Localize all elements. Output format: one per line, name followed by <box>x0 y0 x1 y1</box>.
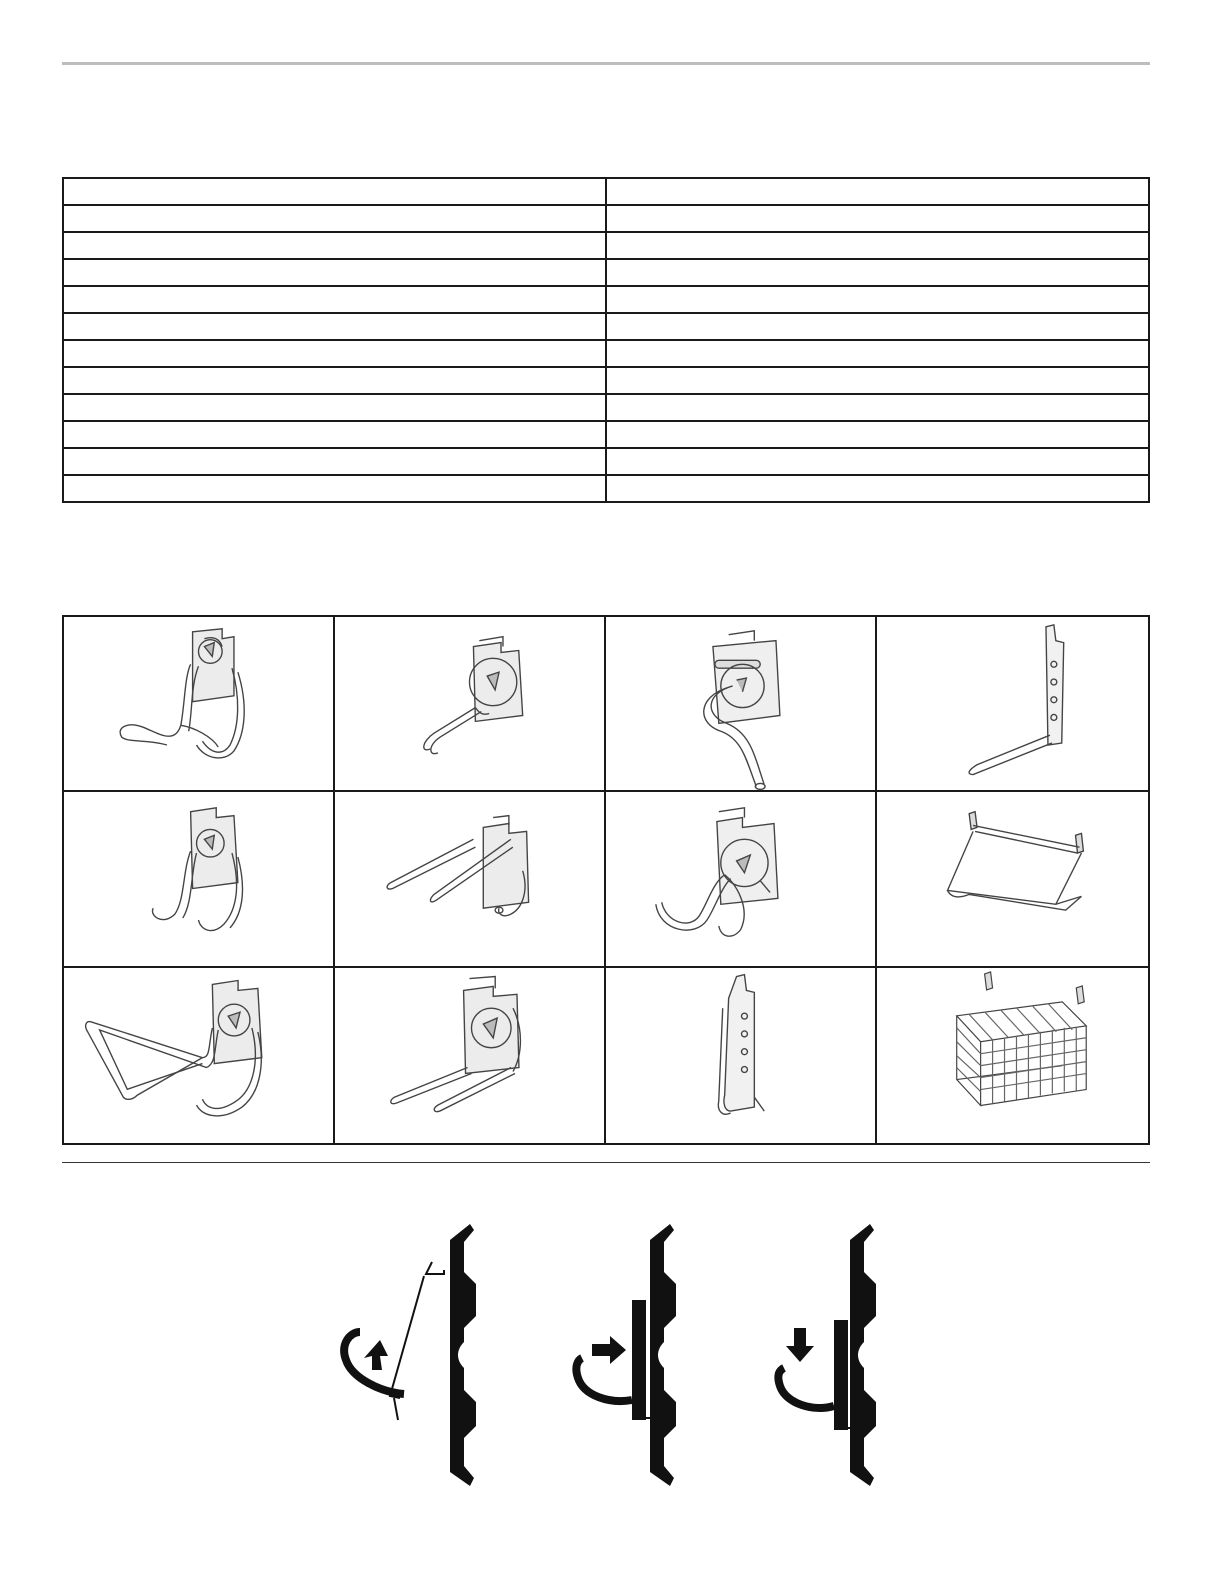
spec-table-row <box>63 178 1149 205</box>
section-divider <box>62 1162 1150 1163</box>
spec-table-cell-left <box>63 313 606 340</box>
accessory-cell-8 <box>877 792 1148 967</box>
spec-table-cell-left <box>63 394 606 421</box>
accessory-cell-11 <box>606 968 877 1143</box>
spec-table-cell-right <box>606 421 1149 448</box>
s-hook-icon <box>606 617 875 790</box>
spec-table-cell-right <box>606 259 1149 286</box>
spec-table-row <box>63 286 1149 313</box>
push-in-arrow-icon <box>592 1336 626 1364</box>
spec-table-cell-left <box>63 178 606 205</box>
install-step-1 <box>344 1224 476 1486</box>
accessory-cell-7 <box>606 792 877 967</box>
top-divider <box>62 62 1150 65</box>
bike-hook-icon <box>64 968 333 1143</box>
tilt-up-arrow-icon <box>364 1340 388 1370</box>
single-hook-icon <box>335 617 604 790</box>
spec-table-cell-right <box>606 475 1149 502</box>
spec-table-row <box>63 421 1149 448</box>
spec-table-cell-left <box>63 259 606 286</box>
spec-table-row <box>63 394 1149 421</box>
drop-down-arrow-icon <box>786 1328 814 1362</box>
long-double-hook-icon <box>335 968 604 1143</box>
spec-table-cell-right <box>606 232 1149 259</box>
spec-table-cell-left <box>63 421 606 448</box>
accessory-cell-3 <box>606 617 877 792</box>
spec-table <box>62 177 1150 503</box>
accessory-cell-6 <box>335 792 606 967</box>
installation-figure <box>320 1210 900 1500</box>
spec-table-cell-right <box>606 313 1149 340</box>
accessory-cell-5 <box>64 792 335 967</box>
accessory-cell-4 <box>877 617 1148 792</box>
spec-table-cell-right <box>606 394 1149 421</box>
accessory-cell-1 <box>64 617 335 792</box>
spec-table-row <box>63 232 1149 259</box>
spec-table-cell-right <box>606 286 1149 313</box>
spec-table-row <box>63 313 1149 340</box>
spec-table-cell-right <box>606 178 1149 205</box>
spec-table-cell-left <box>63 340 606 367</box>
double-utility-hook-icon <box>64 617 333 790</box>
accessory-cell-2 <box>335 617 606 792</box>
accessory-cell-10 <box>335 968 606 1143</box>
spec-table-row <box>63 448 1149 475</box>
installation-steps-illustration <box>320 1210 900 1500</box>
spec-table-cell-right <box>606 205 1149 232</box>
accessory-cell-12 <box>877 968 1148 1143</box>
wire-basket-icon <box>877 968 1148 1143</box>
spec-table-cell-left <box>63 286 606 313</box>
spec-table-row <box>63 340 1149 367</box>
spec-table-cell-right <box>606 340 1149 367</box>
double-prong-hook-icon <box>335 792 604 965</box>
spec-table-row <box>63 475 1149 502</box>
spec-table-cell-left <box>63 205 606 232</box>
spec-table-cell-right <box>606 448 1149 475</box>
spec-table-row <box>63 205 1149 232</box>
cord-hook-icon <box>606 792 875 965</box>
spec-table-row <box>63 259 1149 286</box>
wire-shelf-icon <box>877 792 1148 965</box>
spec-table-cell-left <box>63 475 606 502</box>
spec-table-row <box>63 367 1149 394</box>
accessory-cell-9 <box>64 968 335 1143</box>
tall-tool-holder-icon <box>606 968 875 1143</box>
spec-table-cell-right <box>606 367 1149 394</box>
j-hook-icon <box>64 792 333 965</box>
spec-table-cell-left <box>63 367 606 394</box>
spec-table-cell-left <box>63 448 606 475</box>
install-step-3 <box>778 1224 876 1486</box>
tool-rack-hook-icon <box>877 617 1148 790</box>
accessory-grid <box>62 615 1150 1145</box>
spec-table-cell-left <box>63 232 606 259</box>
install-step-2 <box>576 1224 676 1486</box>
